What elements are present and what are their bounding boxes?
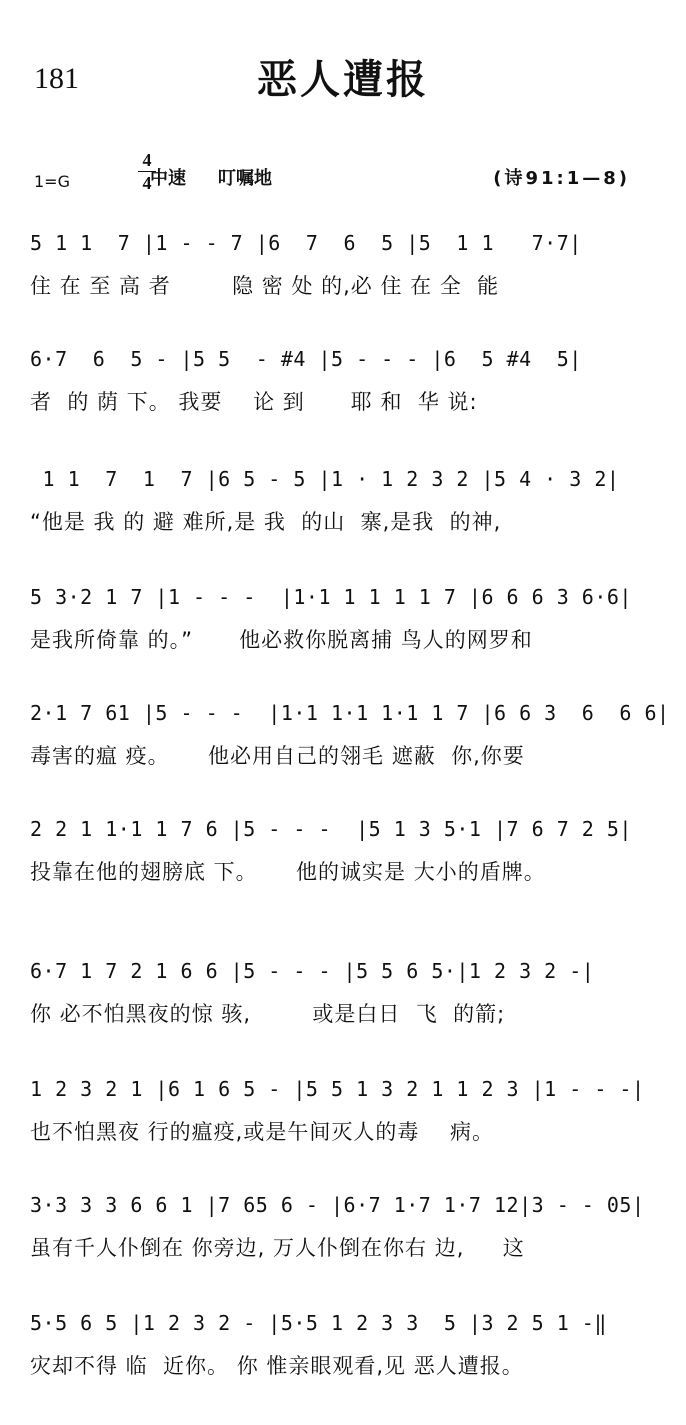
music-system-3 bbox=[30, 462, 656, 536]
music-system-9 bbox=[30, 1188, 656, 1262]
lyrics-line: 灾却不得 临 近你。 你 惟亲眼观看,见 恶人遭报。 bbox=[30, 1354, 524, 1378]
expression-marking: 叮嘱地 bbox=[218, 168, 272, 189]
music-system-7 bbox=[30, 954, 656, 1028]
music-system-5 bbox=[30, 696, 670, 770]
music-system-4 bbox=[30, 580, 656, 654]
scripture-reference: (诗91:1—8) bbox=[493, 168, 630, 189]
time-signature-top: 4 bbox=[142, 150, 152, 170]
lyrics-line: “他是 我 的 避 难所,是 我 的山 寨,是我 的神, bbox=[30, 510, 502, 534]
tempo-marking: 中速 bbox=[150, 168, 186, 189]
notation-line: 2·1 7 61 |5 - - - |1·1 1·1 1·1 1 7 |6 6 3 6 6 6| bbox=[30, 701, 670, 725]
music-system-8 bbox=[30, 1072, 656, 1146]
notation-line: 6·7 1 7 2 1 6 6 |5 - - - |5 5 6 5·|1 2 3 2 -| bbox=[30, 959, 595, 983]
time-signature-bottom: 4 bbox=[142, 173, 152, 193]
music-system-1 bbox=[30, 226, 656, 300]
notation-line: 3·3 3 3 6 6 1 |7 65 6 - |6·7 1·7 1·7 12|3 - - 05| bbox=[30, 1193, 645, 1217]
lyrics-line: 住 在 至 高 者 隐 密 处 的,必 住 在 全 能 bbox=[30, 274, 500, 298]
notation-line: 6·7 6 5 - |5 5 - #4 |5 - - - |6 5 #4 5| bbox=[30, 347, 582, 371]
notation-line: 1 2 3 2 1 |6 1 6 5 - |5 5 1 3 2 1 1 2 3 |1 - - -| bbox=[30, 1077, 645, 1101]
notation-line: 2 2 1 1·1 1 7 6 |5 - - - |5 1 3 5·1 |7 6 7 2 5| bbox=[30, 817, 632, 841]
lyrics-line: 是我所倚靠 的。” 他必救你脱离捕 鸟人的网罗和 bbox=[30, 628, 533, 652]
lyrics-line: 也不怕黑夜 行的瘟疫,或是午间灭人的毒 病。 bbox=[30, 1120, 495, 1144]
notation-line: 5 1 1 7 |1 - - 7 |6 7 6 5 |5 1 1 7·7| bbox=[30, 231, 582, 255]
lyrics-line: 者 的 荫 下。 我要 论 到 耶 和 华 说: bbox=[30, 390, 478, 414]
page-number: 181 bbox=[34, 62, 79, 95]
score-header bbox=[30, 150, 650, 200]
lyrics-line: 虽有千人仆倒在 你旁边, 万人仆倒在你右 边, 这 bbox=[30, 1236, 525, 1260]
notation-line: 5·5 6 5 |1 2 3 2 - |5·5 1 2 3 3 5 |3 2 5 1 -‖ bbox=[30, 1311, 607, 1335]
lyrics-line: 投靠在他的翅膀底 下。 他的诚实是 大小的盾牌。 bbox=[30, 860, 546, 884]
music-system-2 bbox=[30, 342, 656, 416]
lyrics-line: 你 必不怕黑夜的惊 骇, 或是白日 飞 的箭; bbox=[30, 1002, 506, 1026]
song-title: 恶人遭报 bbox=[257, 56, 429, 103]
music-system-6 bbox=[30, 812, 656, 886]
music-system-10 bbox=[30, 1306, 656, 1380]
notation-line: 5 3·2 1 7 |1 - - - |1·1 1 1 1 1 7 |6 6 6 3 6·6| bbox=[30, 585, 632, 609]
key-signature: 1=G bbox=[34, 172, 70, 191]
lyrics-line: 毒害的瘟 疫。 他必用自己的翎毛 遮蔽 你,你要 bbox=[30, 744, 525, 768]
notation-line: 1 1 7 1 7 |6 5 - 5 |1 · 1 2 3 2 |5 4 · 3 2| bbox=[30, 467, 620, 491]
